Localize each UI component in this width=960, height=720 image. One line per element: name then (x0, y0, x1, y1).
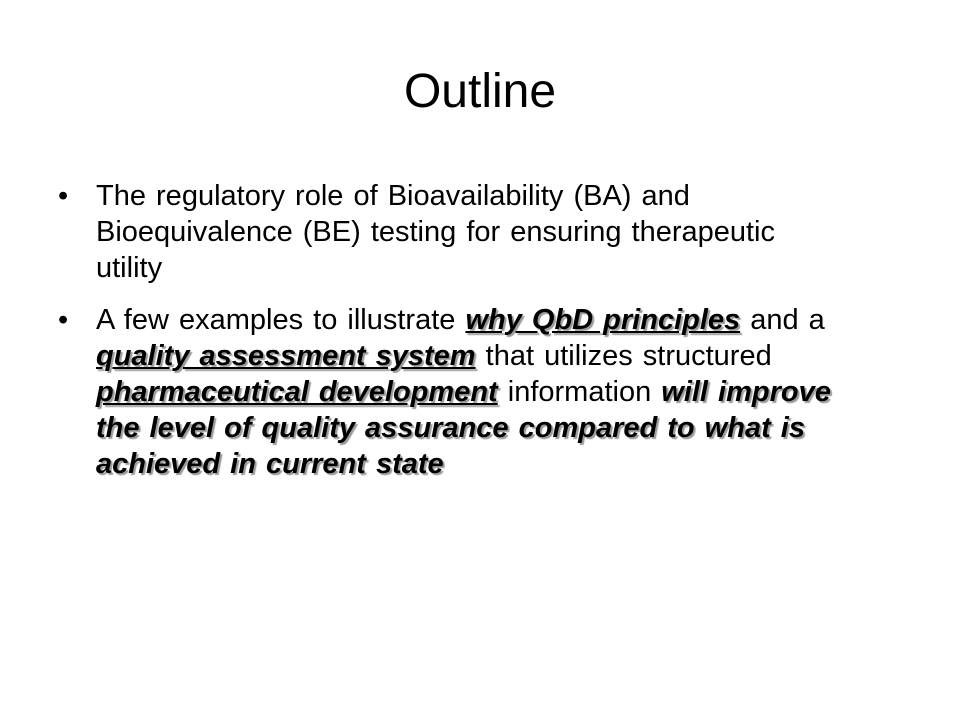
slide-title: Outline (403, 65, 557, 118)
emphasis-conclusion: will improve the level of quality assurance compared to what is achieved in current state (96, 376, 831, 480)
bullet-marker: • (58, 180, 69, 212)
bullet-text-connector: information (497, 376, 662, 408)
emphasis-qbd-principles: why QbD principles (465, 304, 741, 336)
bullet-text: The regulatory role of Bioavailability (BA) and Bioequivalence (BE) testing for ensuring therapeutic utility (96, 180, 775, 284)
bullet-item-regulatory-role (58, 178, 848, 286)
emphasis-quality-assessment-system: quality assessment system (96, 340, 476, 372)
bullet-item-qbd-examples (58, 302, 848, 482)
emphasis-pharmaceutical-development: pharmaceutical development (96, 376, 498, 408)
bullet-list (58, 178, 848, 482)
bullet-text-connector: and a (740, 304, 825, 336)
bullet-marker: • (58, 304, 69, 336)
bullet-text-intro: A few examples to illustrate (96, 304, 466, 336)
bullet-text-connector: that utilizes structured (475, 340, 772, 372)
